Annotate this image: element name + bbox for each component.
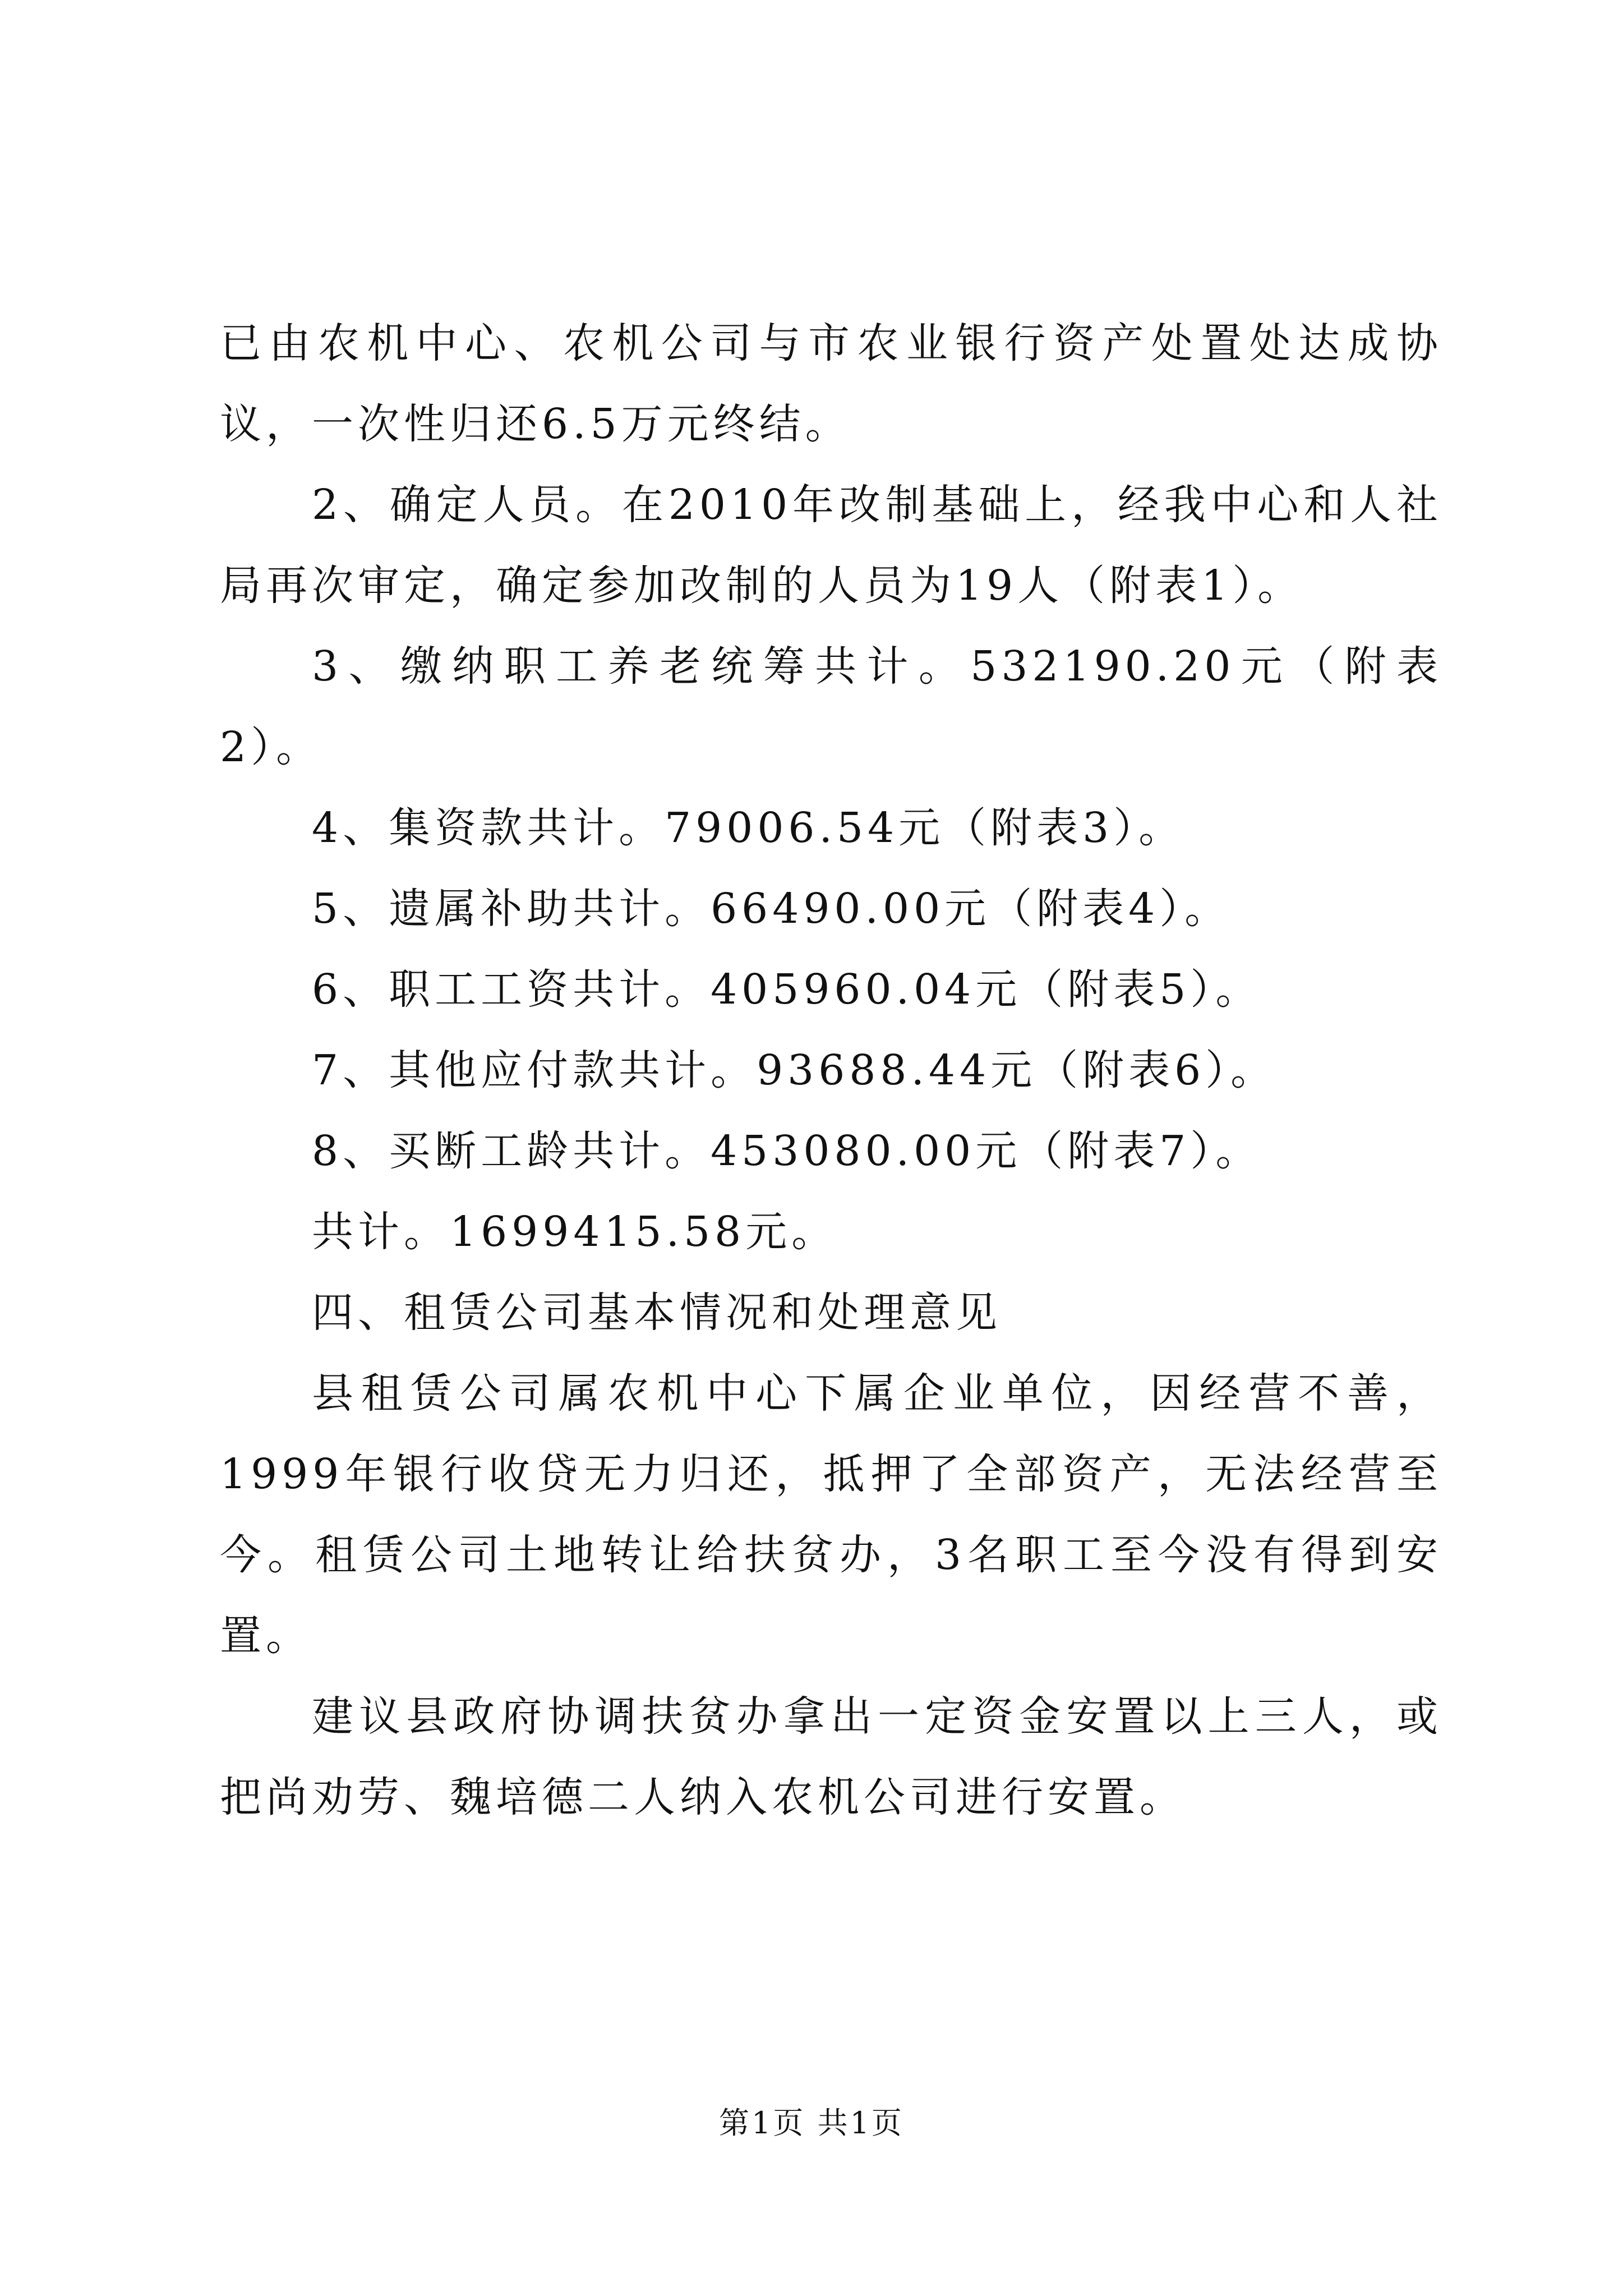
paragraph-4: 5、遗属补助共计。66490.00元（附表4）。 <box>312 885 1231 933</box>
paragraph-6: 7、其他应付款共计。93688.44元（附表6）。 <box>312 1046 1277 1094</box>
page-footer: 第1页 共1页 <box>719 2105 904 2141</box>
paragraph-8: 共计。1699415.58元。 <box>312 1208 838 1256</box>
paragraph-1: 2、确定人员。在2010年改制基础上，经我中心和人社局再次审定，确定参加改制的人员为19人（附表1）。 <box>220 481 1442 610</box>
paragraph-7: 8、买断工龄共计。453080.00元（附表7）。 <box>312 1127 1262 1175</box>
paragraph-11: 建议县政府协调扶贫办拿出一定资金安置以上三人，或把尚劝劳、魏培德二人纳入农机公司进行安置。 <box>220 1692 1442 1821</box>
paragraph-5: 6、职工工资共计。405960.04元（附表5）。 <box>312 965 1262 1014</box>
paragraph-2: 3、缴纳职工养老统筹共计。532190.20元（附表2）。 <box>220 642 1442 771</box>
document-body <box>220 303 1442 1838</box>
paragraph-3: 4、集资款共计。79006.54元（附表3）。 <box>312 804 1185 852</box>
paragraph-0: 已由农机中心、农机公司与市农业银行资产处置处达成协议，一次性归还6.5万元终结。 <box>220 319 1442 448</box>
paragraph-10: 县租赁公司属农机中心下属企业单位，因经营不善，1999年银行收贷无力归还，抵押了全部资产，无法经营至今。租赁公司土地转让给扶贫办，3名职工至今没有得到安置。 <box>220 1369 1442 1660</box>
section-heading: 四、租赁公司基本情况和处理意见 <box>312 1289 1002 1337</box>
